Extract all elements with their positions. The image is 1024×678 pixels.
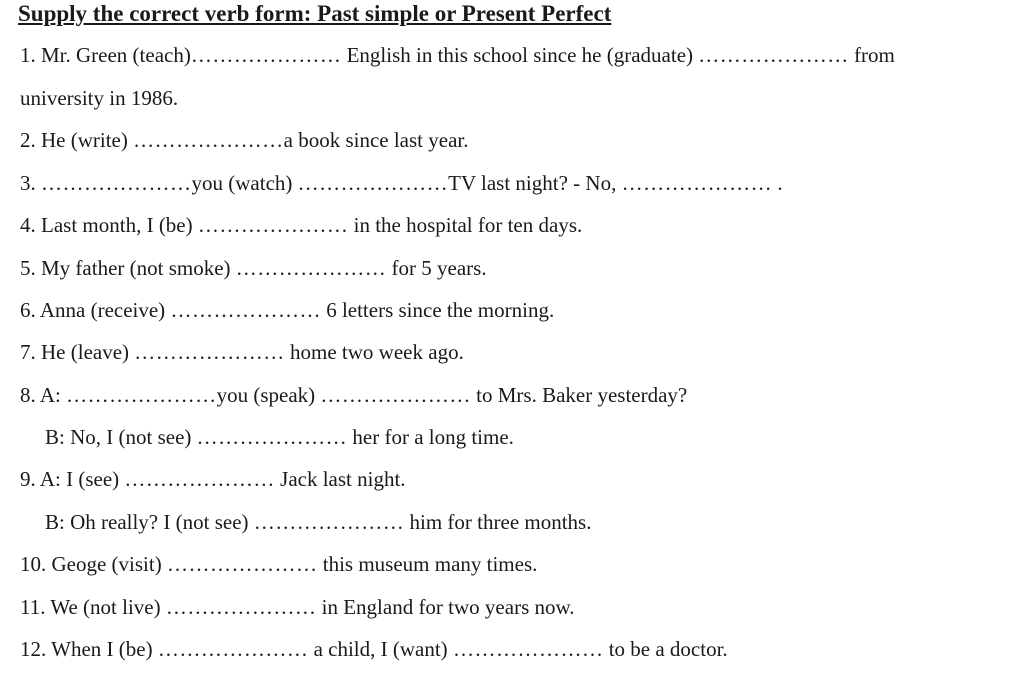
text: a book since last year. [283, 128, 469, 152]
answer-blank[interactable]: ………………… [133, 128, 284, 152]
answer-blank[interactable]: ………………… [621, 171, 773, 195]
exercise-9-a [20, 466, 406, 492]
text: this museum many times. [317, 552, 538, 576]
exercise-4 [20, 212, 582, 238]
text: 12. When I (be) [20, 637, 158, 661]
answer-blank[interactable]: ………………… [124, 467, 275, 491]
text: 9. A: I (see) [20, 467, 125, 491]
text: for 5 years. [386, 256, 487, 280]
text: TV last night? - No, [448, 171, 622, 195]
answer-blank[interactable]: ………………… [66, 383, 217, 407]
answer-blank[interactable]: ………………… [197, 213, 349, 237]
text: 11. We (not live) [20, 595, 166, 619]
exercise-9-b [45, 509, 591, 535]
answer-blank[interactable]: ………………… [170, 298, 321, 322]
text: B: No, I (not see) [45, 425, 197, 449]
text: from [848, 43, 895, 67]
answer-blank[interactable]: ………………… [41, 171, 192, 195]
answer-blank[interactable]: ………………… [157, 637, 309, 661]
text: Jack last night. [274, 467, 406, 491]
answer-blank[interactable]: ………………… [698, 43, 849, 67]
answer-blank[interactable]: ………………… [166, 552, 318, 576]
exercise-7 [20, 339, 464, 365]
text: you (watch) [191, 171, 298, 195]
text: 2. He (write) [20, 128, 134, 152]
text: . [772, 171, 783, 195]
exercise-5 [20, 255, 487, 281]
answer-blank[interactable]: ………………… [297, 171, 449, 195]
text: in England for two years now. [316, 595, 575, 619]
text: 7. He (leave) [20, 340, 135, 364]
answer-blank[interactable]: ………………… [134, 340, 285, 364]
text: 5. My father (not smoke) [20, 256, 236, 280]
exercise-11 [20, 594, 575, 620]
text: 1. Mr. Green (teach) [20, 43, 191, 67]
text: you (speak) [216, 383, 321, 407]
exercise-1-line-1 [20, 42, 895, 68]
answer-blank[interactable]: ………………… [235, 256, 387, 280]
answer-blank[interactable]: ………………… [320, 383, 471, 407]
text: her for a long time. [347, 425, 514, 449]
exercise-10 [20, 551, 537, 577]
answer-blank[interactable]: ………………… [190, 43, 342, 67]
text: 3. [20, 171, 41, 195]
text: 10. Geoge (visit) [20, 552, 167, 576]
answer-blank[interactable]: ………………… [165, 595, 317, 619]
text: him for three months. [404, 510, 592, 534]
exercise-8-a [20, 382, 687, 408]
text: B: Oh really? I (not see) [45, 510, 254, 534]
text: 6. Anna (receive) [20, 298, 171, 322]
answer-blank[interactable]: ………………… [196, 425, 348, 449]
exercise-8-b [45, 424, 514, 450]
text: 4. Last month, I (be) [20, 213, 198, 237]
text: 6 letters since the morning. [320, 298, 555, 322]
text: English in this school since he (graduate) [341, 43, 699, 67]
text: to be a doctor. [603, 637, 728, 661]
answer-blank[interactable]: ………………… [253, 510, 405, 534]
exercise-12 [20, 636, 728, 662]
text: home two week ago. [284, 340, 464, 364]
text: to Mrs. Baker yesterday? [470, 383, 688, 407]
exercise-3 [20, 170, 783, 196]
text: a child, I (want) [308, 637, 453, 661]
worksheet-title: Supply the correct verb form: Past simple or Present Perfect [18, 1, 612, 26]
exercise-1-line-2: university in 1986. [20, 86, 179, 110]
exercise-6 [20, 297, 554, 323]
text: 8. A: [20, 383, 67, 407]
answer-blank[interactable]: ………………… [452, 637, 604, 661]
text: in the hospital for ten days. [348, 213, 583, 237]
exercise-2 [20, 127, 468, 153]
